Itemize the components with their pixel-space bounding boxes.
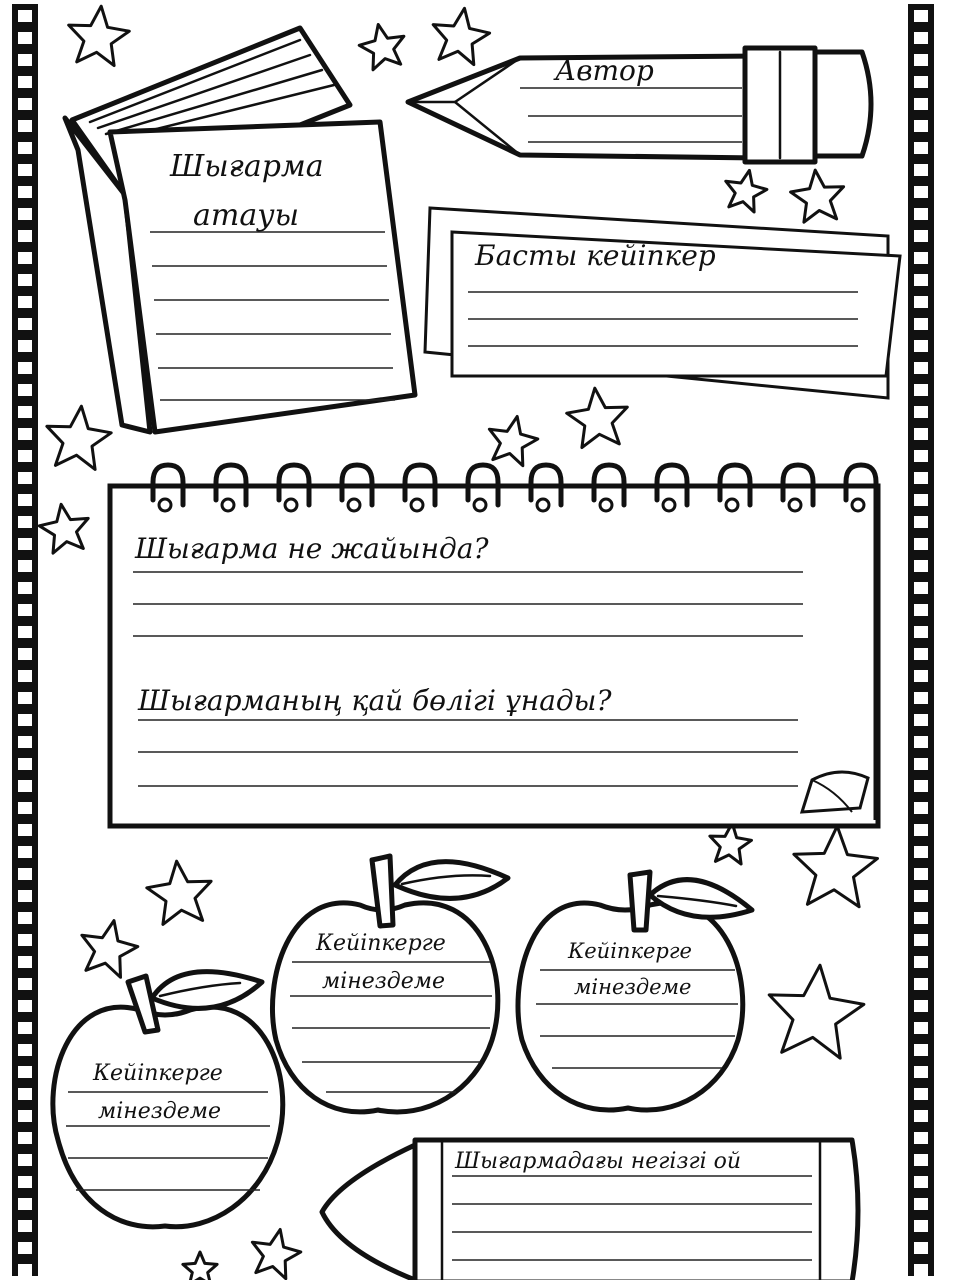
star-icon [769, 965, 864, 1058]
apple-right [518, 872, 752, 1110]
star-icon [359, 25, 404, 70]
spiral-hole [159, 499, 171, 511]
right-filmstrip-border [908, 4, 934, 1276]
star-icon [69, 6, 130, 65]
spiral-hole [285, 499, 297, 511]
star-icon [710, 823, 752, 864]
book-title-label-2: атауы [193, 198, 300, 233]
book-title-label: Шығарма [170, 149, 324, 184]
spiral-hole [348, 499, 360, 511]
main-character-label: Басты кейіпкер [475, 239, 716, 272]
star-icon [82, 921, 138, 978]
main-character-box [425, 208, 900, 398]
spiral-hole [411, 499, 423, 511]
question-about-label: Шығарма не жайында? [135, 532, 489, 565]
star-icon [794, 826, 878, 907]
spiral-hole [663, 499, 675, 511]
apple-middle-label-2: мінездеме [322, 969, 446, 994]
star-icon [489, 417, 537, 466]
author-label: Автор [555, 54, 654, 87]
star-icon [433, 8, 489, 64]
apple-right-label: Кейіпкерге [568, 939, 692, 963]
spiral-hole [222, 499, 234, 511]
book-title-box [65, 28, 415, 432]
spiral-hole [726, 499, 738, 511]
apple-middle [273, 856, 509, 1112]
spiral-hole [789, 499, 801, 511]
apple-middle-label: Кейіпкерге [316, 931, 446, 956]
main-idea-label: Шығармадағы негізгі ой [455, 1149, 742, 1174]
star-icon [252, 1230, 300, 1279]
question-liked-part-label: Шығарманың қай бөлігі ұнады? [138, 684, 612, 717]
apple-left-label-2: мінездеме [98, 1099, 222, 1124]
star-icon [183, 1252, 217, 1280]
notepad-box [110, 465, 878, 826]
apple-left [53, 972, 283, 1227]
spiral-hole [474, 499, 486, 511]
star-icon [147, 861, 211, 924]
spiral-hole [537, 499, 549, 511]
star-icon [726, 170, 767, 212]
spiral-hole [852, 499, 864, 511]
left-filmstrip-border [12, 4, 38, 1276]
spiral-hole [600, 499, 612, 511]
author-pencil-box [408, 48, 871, 162]
star-icon [47, 406, 111, 469]
star-icon [791, 170, 844, 222]
apple-right-label-2: мінездеме [574, 975, 692, 999]
star-icon [567, 388, 628, 447]
apple-left-label: Кейіпкерге [93, 1061, 223, 1086]
main-idea-crayon-box [322, 1140, 858, 1280]
star-icon [39, 504, 88, 553]
